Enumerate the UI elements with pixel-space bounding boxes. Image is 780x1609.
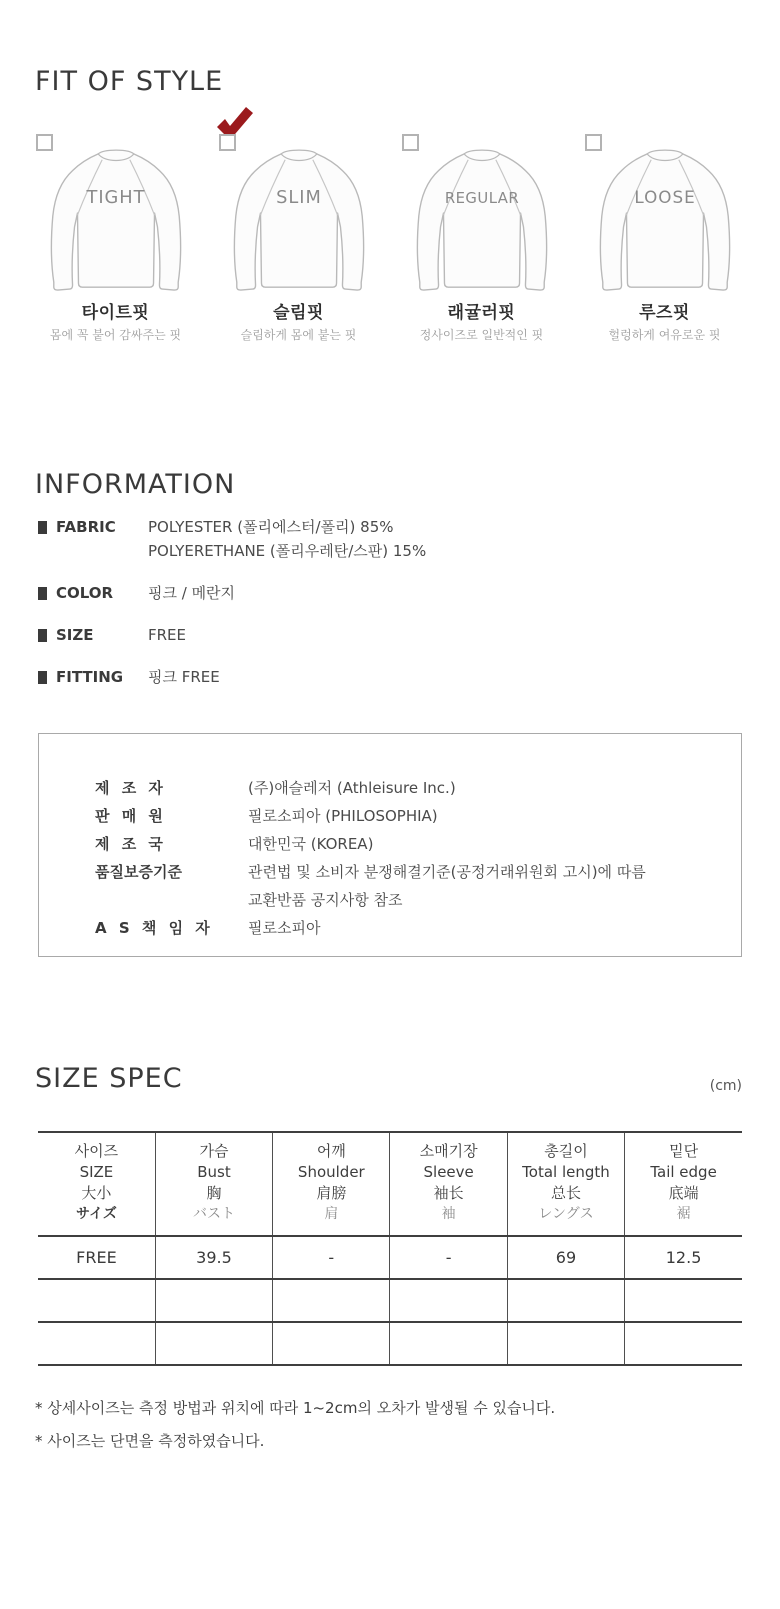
info-label-text: SIZE: [56, 626, 94, 644]
size-cell: [155, 1322, 272, 1365]
manu-label: A S 책 임 자: [95, 919, 210, 937]
table-row: [38, 1236, 742, 1279]
header-line-ko: 어깨: [316, 1142, 346, 1160]
header-line-en: Total length: [522, 1163, 610, 1181]
footnote: * 상세사이즈는 측정 방법과 위치에 따라 1~2cm의 오차가 발생될 수 있습니다.: [35, 1399, 556, 1417]
info-value: FREE: [148, 626, 187, 644]
fit-option-loose: [573, 110, 756, 343]
shirt-illustration-tight: [41, 140, 191, 298]
size-cell: [38, 1279, 155, 1322]
fit-name: 루즈핏: [639, 303, 690, 323]
fit-chest-label: TIGHT: [85, 188, 146, 209]
shirt-illustration-slim: [224, 140, 374, 298]
manu-value: 대한민국 (KOREA): [248, 835, 374, 853]
manufacturer-row: [39, 774, 741, 802]
header-line-jp: 裾: [676, 1206, 691, 1222]
info-label-text: COLOR: [56, 584, 114, 602]
manu-label: 판 매 원: [95, 807, 163, 825]
shirt-illustration-regular: [407, 140, 557, 298]
size-cell: [390, 1279, 507, 1322]
header-line-cn: 肩膀: [316, 1184, 347, 1202]
size-col-header-tail-edge: [625, 1132, 742, 1236]
info-value: 핑크 / 메란지: [148, 584, 236, 602]
size-cell: 39.5: [155, 1236, 272, 1279]
size-col-header-sleeve: [390, 1132, 507, 1236]
size-cell: -: [273, 1236, 390, 1279]
square-bullet-icon: [38, 587, 47, 600]
info-label-text: FITTING: [56, 668, 124, 686]
square-bullet-icon: [38, 521, 47, 534]
manu-value: 필로소피아 (PHILOSOPHIA): [248, 807, 438, 825]
header-line-ko: 총길이: [544, 1142, 588, 1160]
info-label: [38, 665, 148, 689]
header-line-ko: 밑단: [669, 1142, 699, 1160]
shirt-illustration-loose: [590, 140, 740, 298]
manu-label: 제 조 자: [95, 779, 163, 797]
manu-label: 제 조 국: [95, 835, 163, 853]
header-line-jp: サイズ: [75, 1206, 117, 1222]
info-row-color: [38, 581, 780, 605]
footnote: * 사이즈는 단면을 측정하였습니다.: [35, 1432, 265, 1450]
fit-of-style-title: FIT OF STYLE: [35, 66, 224, 97]
fit-checkbox-tight[interactable]: [36, 134, 53, 151]
info-label: [38, 515, 148, 539]
info-value: [148, 515, 426, 563]
size-spec-header: [35, 1063, 742, 1095]
manufacturer-row: [39, 802, 741, 830]
size-col-header-size: [38, 1132, 155, 1236]
info-label: [38, 623, 148, 647]
header-line-cn: 大小: [81, 1184, 112, 1202]
manu-value-line: 교환반품 공지사항 참조: [248, 891, 403, 909]
size-spec-title: SIZE SPEC: [35, 1063, 183, 1094]
size-cell: [155, 1279, 272, 1322]
header-line-jp: バスト: [192, 1206, 235, 1222]
fit-option-slim: [207, 110, 390, 343]
info-row-fabric: [38, 515, 780, 563]
size-spec-footnotes: [35, 1392, 780, 1458]
size-cell: [625, 1279, 742, 1322]
square-bullet-icon: [38, 671, 47, 684]
size-col-header-bust: [155, 1132, 272, 1236]
manu-value: [248, 858, 646, 914]
fit-description: 정사이즈로 일반적인 핏: [419, 328, 544, 342]
info-value-line: POLYESTER (폴리에스터/폴리) 85%: [148, 518, 394, 536]
size-unit-label: (cm): [709, 1078, 742, 1094]
size-cell: [273, 1322, 390, 1365]
fit-checkbox-regular[interactable]: [402, 134, 419, 151]
fit-checkbox-loose[interactable]: [585, 134, 602, 151]
size-cell: FREE: [76, 1248, 117, 1267]
size-col-header-total-length: [507, 1132, 624, 1236]
table-row: [38, 1322, 742, 1365]
fit-option-regular: [390, 110, 573, 343]
manufacturer-info-box: [38, 733, 742, 957]
header-line-cn: 胸: [206, 1184, 222, 1202]
fit-option-tight: [24, 110, 207, 343]
header-line-en: Shoulder: [297, 1163, 365, 1181]
information-rows: [38, 515, 780, 689]
header-line-ko: 사이즈: [74, 1142, 119, 1160]
size-cell: [38, 1322, 155, 1365]
size-col-header-shoulder: [273, 1132, 390, 1236]
header-line-en: Bust: [197, 1163, 231, 1181]
fit-name: 슬림핏: [273, 303, 324, 323]
size-spec-table: [38, 1131, 742, 1366]
fit-name: 타이트핏: [81, 303, 150, 323]
size-cell: 12.5: [625, 1236, 742, 1279]
size-header-row: [38, 1132, 742, 1236]
manufacturer-row: [39, 830, 741, 858]
size-cell: [507, 1279, 624, 1322]
manu-label: 품질보증기준: [95, 863, 182, 881]
size-cell: [273, 1279, 390, 1322]
size-cell: 69: [507, 1236, 624, 1279]
fit-name: 래귤러핏: [447, 303, 516, 323]
table-row: [38, 1279, 742, 1322]
manufacturer-row: [39, 858, 741, 914]
info-label-text: FABRIC: [56, 518, 116, 536]
header-line-ko: 가슴: [199, 1142, 229, 1160]
manu-value-line: 관련법 및 소비자 분쟁해결기준(공정거래위원회 고시)에 따름: [248, 863, 646, 881]
header-line-en: Sleeve: [423, 1163, 474, 1181]
header-line-jp: 袖: [441, 1206, 456, 1222]
info-row-fitting: [38, 665, 780, 689]
header-line-en: SIZE: [79, 1163, 114, 1181]
manu-value: (주)애슬레저 (Athleisure Inc.): [248, 779, 456, 797]
header-line-jp: レングス: [538, 1206, 594, 1222]
fit-options-row: [24, 110, 756, 343]
fit-description: 헐렁하게 여유로운 핏: [608, 328, 721, 342]
fit-description: 몸에 꼭 붙어 감싸주는 핏: [49, 328, 182, 342]
fit-chest-label: REGULAR: [444, 190, 519, 208]
header-line-cn: 袖长: [433, 1184, 464, 1202]
info-value: 핑크 FREE: [148, 668, 220, 686]
fit-chest-label: LOOSE: [633, 187, 696, 208]
info-label: [38, 581, 148, 605]
manu-value: 필로소피아: [248, 919, 321, 937]
size-cell: [507, 1322, 624, 1365]
header-line-jp: 肩: [324, 1206, 339, 1222]
header-line-ko: 소매기장: [419, 1142, 478, 1160]
info-row-size: [38, 623, 780, 647]
header-line-en: Tail edge: [650, 1163, 717, 1181]
size-cell: [390, 1322, 507, 1365]
size-cell: -: [390, 1236, 507, 1279]
header-line-cn: 底端: [668, 1184, 699, 1202]
size-cell: [625, 1322, 742, 1365]
fit-description: 슬림하게 몸에 붙는 핏: [240, 328, 357, 342]
header-line-cn: 总长: [550, 1184, 581, 1202]
fit-checkbox-slim[interactable]: [219, 134, 236, 151]
info-value-line: POLYERETHANE (폴리우레탄/스판) 15%: [148, 542, 427, 560]
square-bullet-icon: [38, 629, 47, 642]
fit-chest-label: SLIM: [275, 188, 322, 209]
information-title: INFORMATION: [35, 469, 236, 500]
manufacturer-row: [39, 914, 741, 942]
